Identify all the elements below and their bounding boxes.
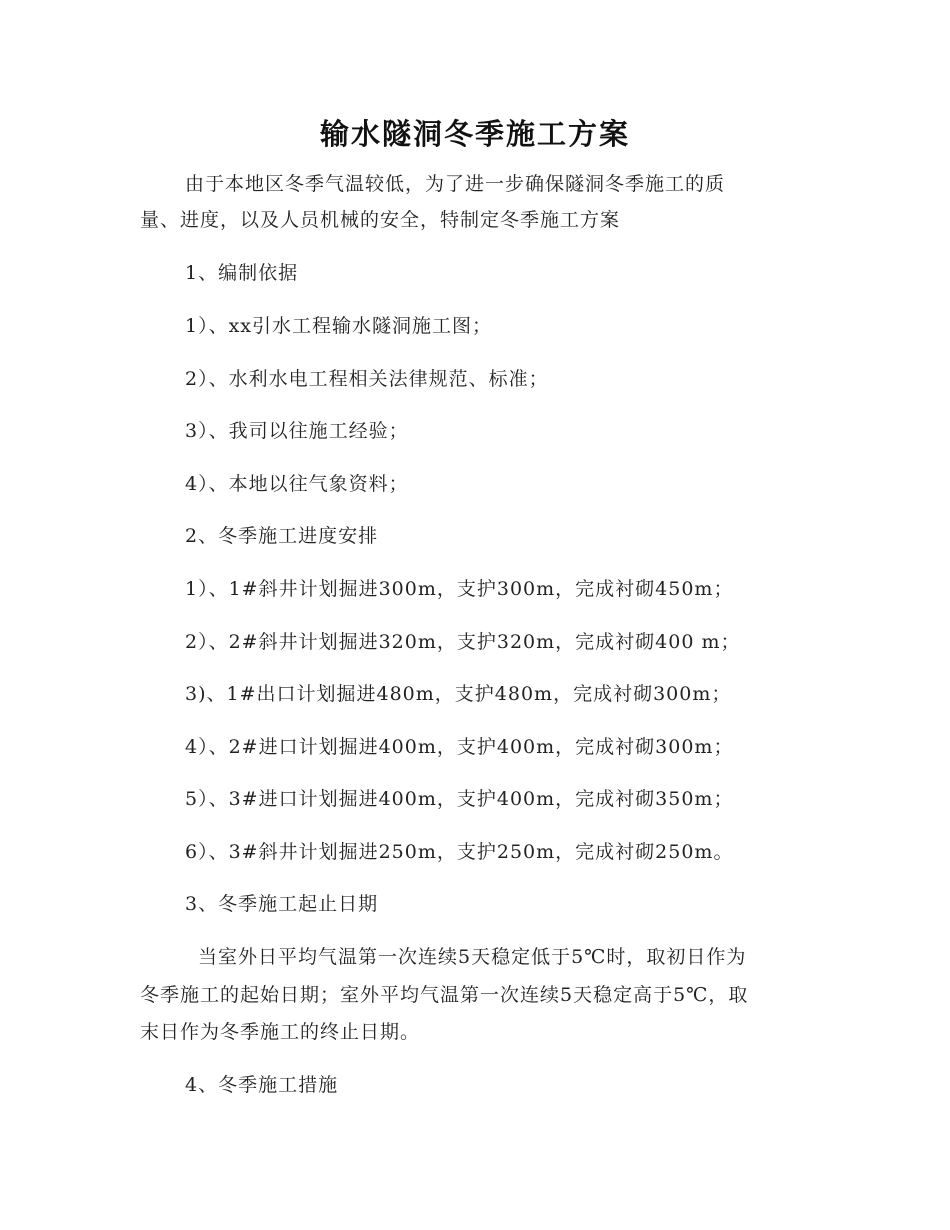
schedule-item-5: 5）、3#进口计划掘进400m，支护400m，完成衬砌350m；	[185, 788, 734, 810]
section-heading-measures: 4、冬季施工措施	[185, 1074, 339, 1096]
basis-item-2: 2）、水利水电工程相关法律规范、标准；	[185, 368, 549, 390]
dates-para-line-3: 末日作为冬季施工的终止日期。	[140, 1021, 421, 1043]
intro-line-2: 量、进度，以及人员机械的安全，特制定冬季施工方案	[140, 209, 621, 231]
section-heading-dates: 3、冬季施工起止日期	[185, 893, 379, 915]
intro-line-1: 由于本地区冬季气温较低，为了进一步确保隧洞冬季施工的质	[185, 173, 726, 195]
schedule-item-2: 2）、2#斜井计划掘进320m，支护320m，完成衬砌400 m；	[185, 631, 741, 653]
basis-item-4: 4）、本地以往气象资料；	[185, 473, 409, 495]
page-title: 输水隧洞冬季施工方案	[319, 117, 630, 151]
schedule-item-1: 1）、1#斜井计划掘进300m，支护300m，完成衬砌450m；	[185, 578, 734, 600]
section-heading-schedule: 2、冬季施工进度安排	[185, 525, 379, 547]
basis-item-1: 1）、xx引水工程输水隧洞施工图；	[185, 315, 493, 337]
dates-para-line-2: 冬季施工的起始日期；室外平均气温第一次连续5天稳定高于5℃，取	[140, 984, 749, 1006]
basis-item-3: 3）、我司以往施工经验；	[185, 420, 409, 442]
schedule-item-4: 4）、2#进口计划掘进400m，支护400m，完成衬砌300m；	[185, 736, 734, 758]
dates-para-line-1: 当室外日平均气温第一次连续5天稳定低于5℃时，取初日作为	[198, 946, 747, 968]
schedule-item-6: 6）、3#斜井计划掘进250m，支护250m，完成衬砌250m。	[185, 841, 734, 863]
schedule-item-3: 3)、1#出口计划掘进480m，支护480m，完成衬砌300m；	[185, 683, 732, 705]
section-heading-basis: 1、编制依据	[185, 262, 299, 284]
